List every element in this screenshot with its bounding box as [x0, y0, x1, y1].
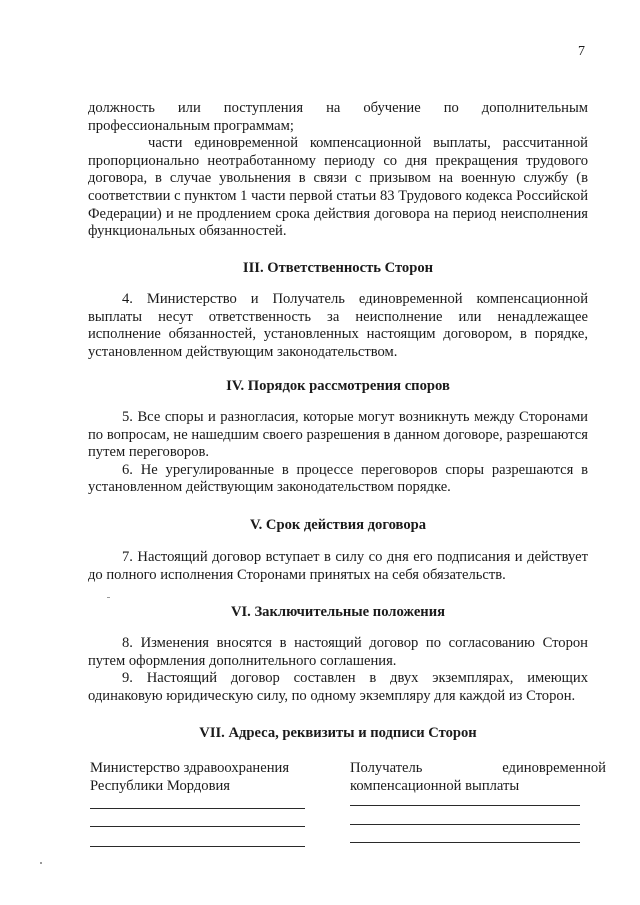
signature-line [350, 805, 580, 806]
section-4-body [88, 409, 588, 497]
signature-block-left [90, 759, 310, 795]
section-heading-5: V. Срок действия договора [249, 517, 427, 533]
section-3-body [88, 291, 588, 361]
section-heading-3: III. Ответственность Сторон [242, 260, 434, 276]
signature-line [350, 842, 580, 843]
signature-line [90, 808, 305, 809]
party-name-line: Получатель единовременной [350, 760, 606, 776]
signature-line [90, 826, 305, 827]
section-6-body [88, 635, 588, 705]
signature-line [350, 824, 580, 825]
party-name-line: Министерство здравоохранения [90, 760, 290, 776]
paragraph: 4. Министерство и Получатель единовременной компенсационной выплаты несут ответственность за неисполнение или ненадлежащее исполнение обязанностей, установленных настоящим договором, в порядке, установленном действующим законодательством. [88, 291, 588, 360]
section-heading-7: VII. Адреса, реквизиты и подписи Сторон [199, 725, 477, 741]
page-number: 7 [578, 44, 585, 59]
paragraph: 8. Изменения вносятся в настоящий договор по согласованию Сторон путем оформления дополнительного соглашения. [88, 635, 588, 669]
party-name-line: компенсационной выплаты [350, 778, 520, 794]
section-5-body [88, 549, 588, 584]
paragraph: 9. Настоящий договор составлен в двух экземплярах, имеющих одинаковую юридическую силу, по одному экземпляру для каждой из Сторон. [88, 670, 588, 704]
paragraph: части единовременной компенсационной выплаты, рассчитанной пропорционально неотработанному периоду со дня прекращения трудового договора, в случае увольнения в связи с призывом на военную службу (в соответствии с пунктом 1 части первой статьи 83 Трудового кодекса Российской Федерации) и не продлением срока действия договора на период неисполнения функциональных обязанностей. [88, 135, 588, 240]
scan-speck [40, 862, 42, 864]
paragraph: 6. Не урегулированные в процессе переговоров споры разрешаются в установленном действующим законодательством порядке. [88, 461, 588, 496]
section-heading-4: IV. Порядок рассмотрения споров [226, 378, 450, 394]
section-heading-6: VI. Заключительные положения [230, 604, 446, 620]
top-paragraphs [88, 100, 588, 241]
paragraph: 7. Настоящий договор вступает в силу со дня его подписания и действует до полного исполнения Сторонами принятых на себя обязательств. [88, 549, 588, 583]
scan-speck [107, 597, 110, 598]
signature-line [90, 846, 305, 847]
party-name-line: Республики Мордовия [90, 778, 231, 794]
paragraph: 5. Все споры и разногласия, которые могут возникнуть между Сторонами по вопросам, не нашедшим своего разрешения в данном договоре, разрешаются путем переговоров. [88, 409, 588, 461]
paragraph: должность или поступления на обучение по дополнительным профессиональным программам; [88, 100, 588, 134]
signature-block-right [350, 759, 606, 795]
